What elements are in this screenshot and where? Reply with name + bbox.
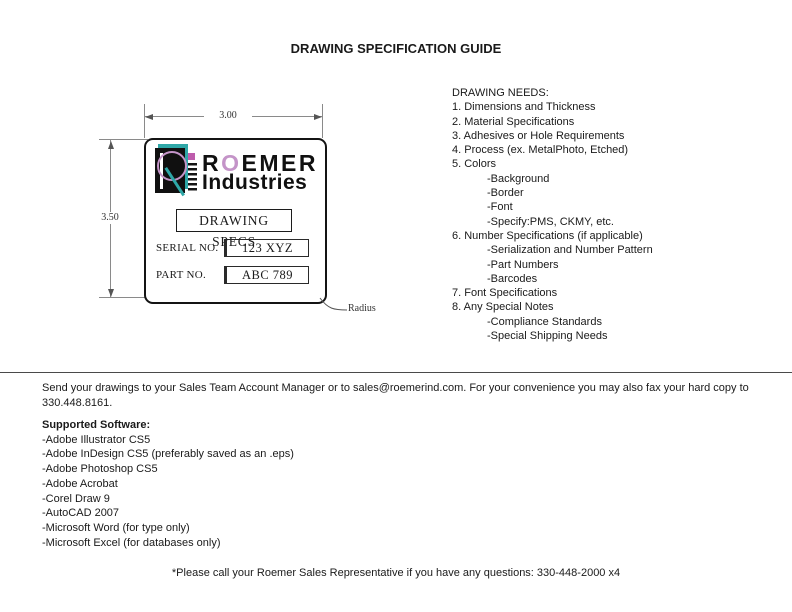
drawing-needs-item: 7. Font Specifications [452,287,558,300]
software-item: -Microsoft Excel (for databases only) [42,536,221,549]
drawing-needs-item: 6. Number Specifications (if applicable) [452,229,643,242]
width-extension-line-right [322,104,323,138]
drawing-needs-item: 8. Any Special Notes [452,301,554,314]
logo-wordmark-industries: Industries [202,171,308,194]
label-outline [144,138,327,304]
software-item: -Adobe Photoshop CS5 [42,463,158,476]
logo-stripes [188,163,197,193]
serial-no-value-box: 123 XYZ [224,239,309,257]
drawing-needs-item: 3. Adhesives or Hole Requirements [452,129,625,142]
height-dim-arrow-down [108,289,114,297]
drawing-needs-list [452,100,653,343]
width-dim-arrow-left [145,114,153,120]
height-extension-line-top [99,139,148,140]
drawing-specs-box: DRAWING SPECS [176,209,292,232]
drawing-needs-item: -Border [487,187,524,200]
drawing-needs-item: -Font [487,201,513,214]
logo-letter-r: R [202,150,222,176]
drawing-needs-item: -Barcodes [487,272,538,285]
drawing-needs-item: 2. Material Specifications [452,115,575,128]
logo-letter-o: O [221,150,242,176]
drawing-needs-item: -Background [487,172,550,185]
drawing-needs-item: -Serialization and Number Pattern [487,244,653,257]
footer-note: *Please call your Roemer Sales Representative if you have any questions: 330-448-2000 x4 [171,567,621,579]
supported-software-section [42,418,294,550]
drawing-needs-heading: DRAWING NEEDS: [452,87,549,99]
drawing-needs-item: -Special Shipping Needs [487,330,608,343]
horizontal-divider [0,372,792,373]
logo-magenta-square [188,153,195,160]
software-item: -AutoCAD 2007 [42,507,120,520]
drawing-needs-item: -Part Numbers [487,258,559,271]
drawing-needs-item: 4. Process (ex. MetalPhoto, Etched) [452,144,629,157]
height-dimension-label: 3.50 [95,212,125,224]
part-no-value-box: ABC 789 [224,266,309,284]
logo-letters-emer: EMER [241,150,318,176]
supported-software-heading: Supported Software: [42,419,151,431]
drawing-needs-item: 1. Dimensions and Thickness [452,101,596,114]
width-dimension-label: 3.00 [204,110,252,122]
software-item: -Adobe Illustrator CS5 [42,433,151,446]
page-title: DRAWING SPECIFICATION GUIDE [290,41,502,56]
drawing-needs-item: -Specify:PMS, CKMY, etc. [487,215,614,228]
width-dim-arrow-right [314,114,322,120]
serial-no-label: SERIAL NO. [156,242,219,254]
software-item: -Corel Draw 9 [42,492,110,505]
radius-leader-line [318,296,348,314]
height-dim-arrow-up [108,141,114,149]
height-extension-line-bottom [99,297,148,298]
drawing-needs-item: 5. Colors [452,158,497,171]
width-extension-line-left [144,104,145,138]
logo-wordmark-roemer [202,150,318,176]
software-item: -Adobe InDesign CS5 (preferably saved as an .eps) [42,448,294,461]
contact-paragraph: Send your drawings to your Sales Team Account Manager or to sales@roemerind.com. For your convenience you may also fax your hard copy to 330.448.8161. [42,382,749,409]
radius-note: Radius [348,303,376,314]
software-item: -Microsoft Word (for type only) [42,521,190,534]
supported-software-list [42,433,294,551]
part-no-label: PART NO. [156,269,207,281]
drawing-needs-item: -Compliance Standards [487,315,602,328]
drawing-needs-section [452,86,653,343]
software-item: -Adobe Acrobat [42,477,118,490]
